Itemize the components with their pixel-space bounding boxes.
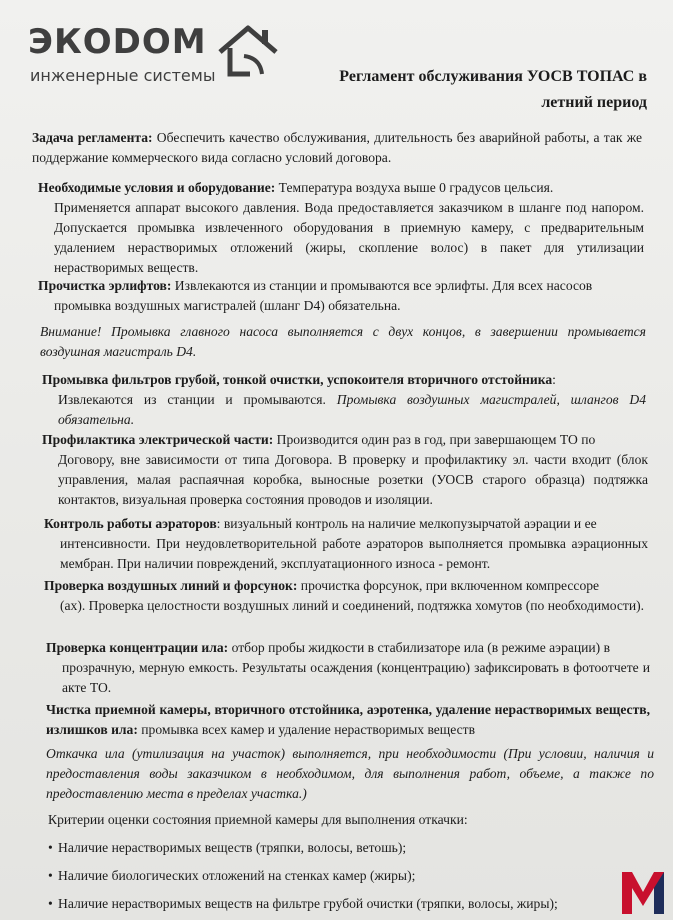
list-item: • Наличие нерастворимых веществ (тряпки, волосы, ветошь); (48, 840, 407, 855)
section-electrical (42, 430, 648, 510)
document-title (267, 64, 647, 116)
section-air-lines-body: прочистка форсунок, при включенном компрессоре (297, 578, 600, 593)
section-airlifts-body: Извлекаются из станции и промываются все эрлифты. Для всех насосов (171, 278, 593, 293)
m-letter-logo-icon (618, 868, 668, 916)
section-air-lines (44, 576, 650, 616)
section-conditions-body: Температура воздуха выше 0 градусов цельсия. (275, 180, 554, 195)
criteria-heading: Критерии оценки состояния приемной камеры для выполнения откачки: (48, 812, 468, 827)
title-line-1: Регламент обслуживания УОСВ ТОПАС в (339, 68, 647, 85)
section-filters (42, 370, 646, 430)
section-aerators (44, 514, 648, 574)
section-sludge-head: Проверка концентрации ила: (46, 640, 229, 655)
section-air-lines-head: Проверка воздушных линий и форсунок: (44, 578, 298, 593)
section-chamber-cleaning (46, 700, 650, 740)
section-chamber-cleaning-head: Чистка приемной камеры, вторичного отстойника, аэротенка, удаление нерастворимых веществ, излишков ила: (46, 702, 650, 737)
section-electrical-head: Профилактика электрической части: (42, 432, 274, 447)
section-electrical-cont: Договору, вне зависимости от типа Договора. В проверку и профилактику эл. части входит (блок управления, малая распаячная коробка, выносные розетки (УОСВ старого образца) подтяжка контактов, визуальная проверка состояния проводов и изоляции. (58, 452, 648, 507)
title-line-2: летний период (541, 94, 647, 111)
section-airlifts-cont: промывка воздушных магистралей (шланг D4) обязательна. (54, 298, 401, 313)
section-sludge-cont: прозрачную, мерную емкость. Результаты осаждения (концентрацию) зафиксировать в фотоотчете и акте ТО. (62, 660, 650, 695)
section-conditions (38, 178, 644, 278)
section-task-body: Обеспечить качество обслуживания, длительность без аварийной работы, а так же поддержание коммерческого вида согласно условий договора. (32, 130, 642, 165)
section-airlifts-head: Прочистка эрлифтов: (38, 278, 172, 293)
section-chamber-cleaning-body: промывка всех камер и удаление нерастворимых веществ (137, 722, 476, 737)
section-aerators-body: : визуальный контроль на наличие мелкопузырчатой аэрации и ее (216, 516, 597, 531)
section-aerators-cont: интенсивности. При неудовлетворительной работе аэраторов выполняется промывка аэрационных мембран. При наличии повреждений, эксплуатационного износа - ремонт. (60, 536, 648, 571)
section-airlifts (38, 276, 644, 316)
section-task-head: Задача регламента: (32, 130, 153, 145)
note-main-pump: Внимание! Промывка главного насоса выполняется с двух концов, в завершении промывается воздушная магистраль D4. (40, 324, 646, 359)
company-logo (28, 22, 278, 92)
section-conditions-head: Необходимые условия и оборудование: (38, 180, 276, 195)
logo-tagline: инженерные системы (30, 66, 216, 85)
section-filters-cont: Извлекаются из станции и промываются. Промывка воздушных магистралей, шлангов D4 обязательна. (58, 392, 646, 427)
section-sludge (46, 638, 650, 698)
section-task (32, 128, 642, 168)
section-aerators-head: Контроль работы аэраторов (44, 516, 217, 531)
section-sludge-body: отбор пробы жидкости в стабилизаторе ила (в режиме аэрации) в (228, 640, 610, 655)
section-conditions-cont: Применяется аппарат высокого давления. Вода предоставляется заказчиком в шланге под напором. Допускается промывка извлеченного оборудования в приемную камеру, с предварительным удалением нерастворимых отложений (жиры, скопление волос) в пакет для утилизации нерастворимых веществ. (54, 200, 644, 275)
section-filters-head: Промывка фильтров грубой, тонкой очистки, успокоителя вторичного отстойника (42, 372, 553, 387)
section-air-lines-cont: (ах). Проверка целостности воздушных линий и соединений, подтяжка хомутов (по необходимости). (60, 598, 645, 613)
logo-brand: ЭКОDOM (28, 22, 207, 62)
note-sludge-pumping: Откачка ила (утилизация на участок) выполняется, при необходимости (При условии, наличия и предоставления воды заказчиком в необходимом, для выполнения работ, объеме, а также по предоставлению места в пределах участка.) (46, 746, 654, 801)
list-item: • Наличие биологических отложений на стенках камер (жиры); (48, 868, 416, 883)
section-filters-body: : (552, 372, 556, 387)
list-item: • Наличие нерастворимых веществ на фильтре грубой очистки (тряпки, волосы, жиры); (48, 896, 558, 911)
section-electrical-body: Производится один раз в год, при завершающем ТО по (273, 432, 596, 447)
